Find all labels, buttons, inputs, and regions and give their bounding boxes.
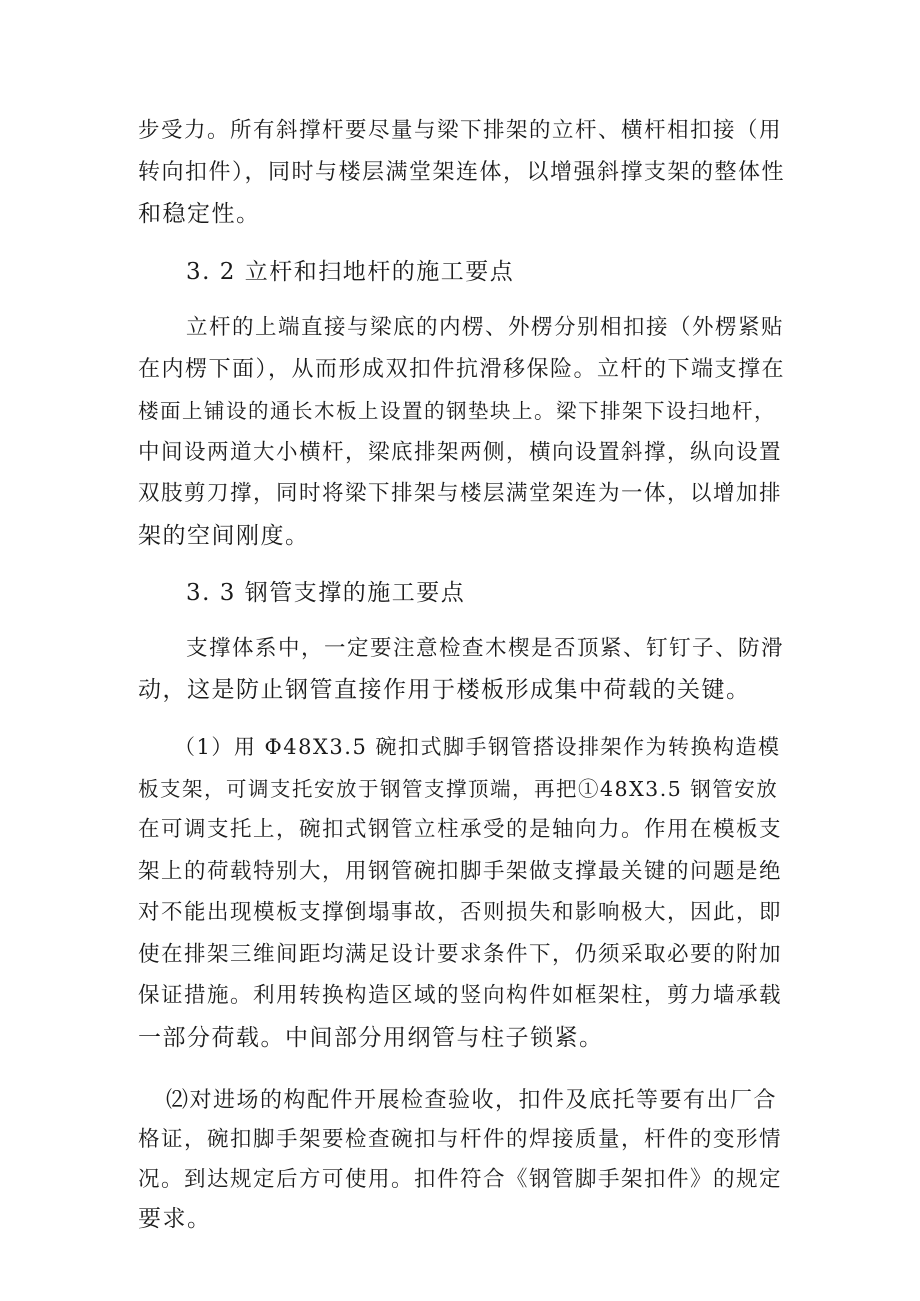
paragraph-line: 使在排架三维间距均满足设计要求条件下，仍须采取必要的附加 xyxy=(138,942,783,967)
paragraph-line: 格证，碗扣脚手架要检查碗扣与杆件的焊接质量，杆件的变形情 xyxy=(138,1127,783,1152)
paragraph-line: 在内楞下面），从而形成双扣件抗滑移保险。立杆的下端支撑在 xyxy=(138,357,786,382)
paragraph-line: （1）用 Φ48X3.5 碗扣式脚手钢管搭设排架作为转换构造模 xyxy=(174,735,781,759)
paragraph-line: 保证措施。利用转换构造区域的竖向构件如框架柱，剪力墙承载 xyxy=(138,983,783,1008)
paragraph-line: 中间设两道大小横杆，梁底排架两侧，横向设置斜撑，纵向设置 xyxy=(138,440,783,465)
paragraph-line: 步受力。所有斜撑杆要尽量与梁下排架的立杆、横杆相扣接（用 xyxy=(138,118,783,143)
paragraph-line: 况。到达规定后方可使用。扣件符合《钢管脚手架扣件》的规定 xyxy=(138,1167,783,1192)
paragraph-line: 动，这是防止钢管直接作用于楼板形成集中荷载的关键。 xyxy=(138,677,751,703)
section-heading-3-3: 3. 3 钢管支撑的施工要点 xyxy=(186,580,466,606)
paragraph-line: 双肢剪刀撑，同时将梁下排架与楼层满堂架连为一体，以增加排 xyxy=(138,481,783,506)
paragraph-line: 和稳定性。 xyxy=(138,201,261,227)
section-heading-3-2: 3. 2 立杆和扫地杆的施工要点 xyxy=(186,259,515,285)
paragraph-line: 楼面上铺设的通长木板上设置的钢垫块上。梁下排架下设扫地杆， xyxy=(138,399,776,423)
paragraph-line: 架的空间刚度。 xyxy=(138,523,310,549)
paragraph-line: 立杆的上端直接与梁底的内楞、外楞分别相扣接（外楞紧贴 xyxy=(186,315,785,340)
paragraph-line: 架上的荷载特别大，用钢管碗扣脚手架做支撑最关键的问题是绝 xyxy=(138,859,783,884)
paragraph-line: ⑵对进场的构配件开展检查验收，扣件及底托等要有出厂合 xyxy=(166,1088,778,1113)
paragraph-line: 板支架，可调支托安放于钢管支撑顶端，再把①48X3.5 钢管安放 xyxy=(138,777,779,801)
paragraph-line: 在可调支托上，碗扣式钢管立柱承受的是轴向力。作用在模板支 xyxy=(138,817,783,842)
paragraph-line: 支撑体系中，一定要注意检查木楔是否顶紧、钉钉子、防滑 xyxy=(186,636,785,661)
paragraph-line: 转向扣件），同时与楼层满堂架连体，以增强斜撑支架的整体性 xyxy=(138,160,786,185)
paragraph-line: 要求。 xyxy=(138,1206,212,1232)
paragraph-line: 对不能出现模板支撑倒塌事故，否则损失和影响极大，因此，即 xyxy=(138,900,783,925)
paragraph-line: 一部分荷载。中间部分用纲管与柱子锁紧。 xyxy=(138,1025,604,1051)
